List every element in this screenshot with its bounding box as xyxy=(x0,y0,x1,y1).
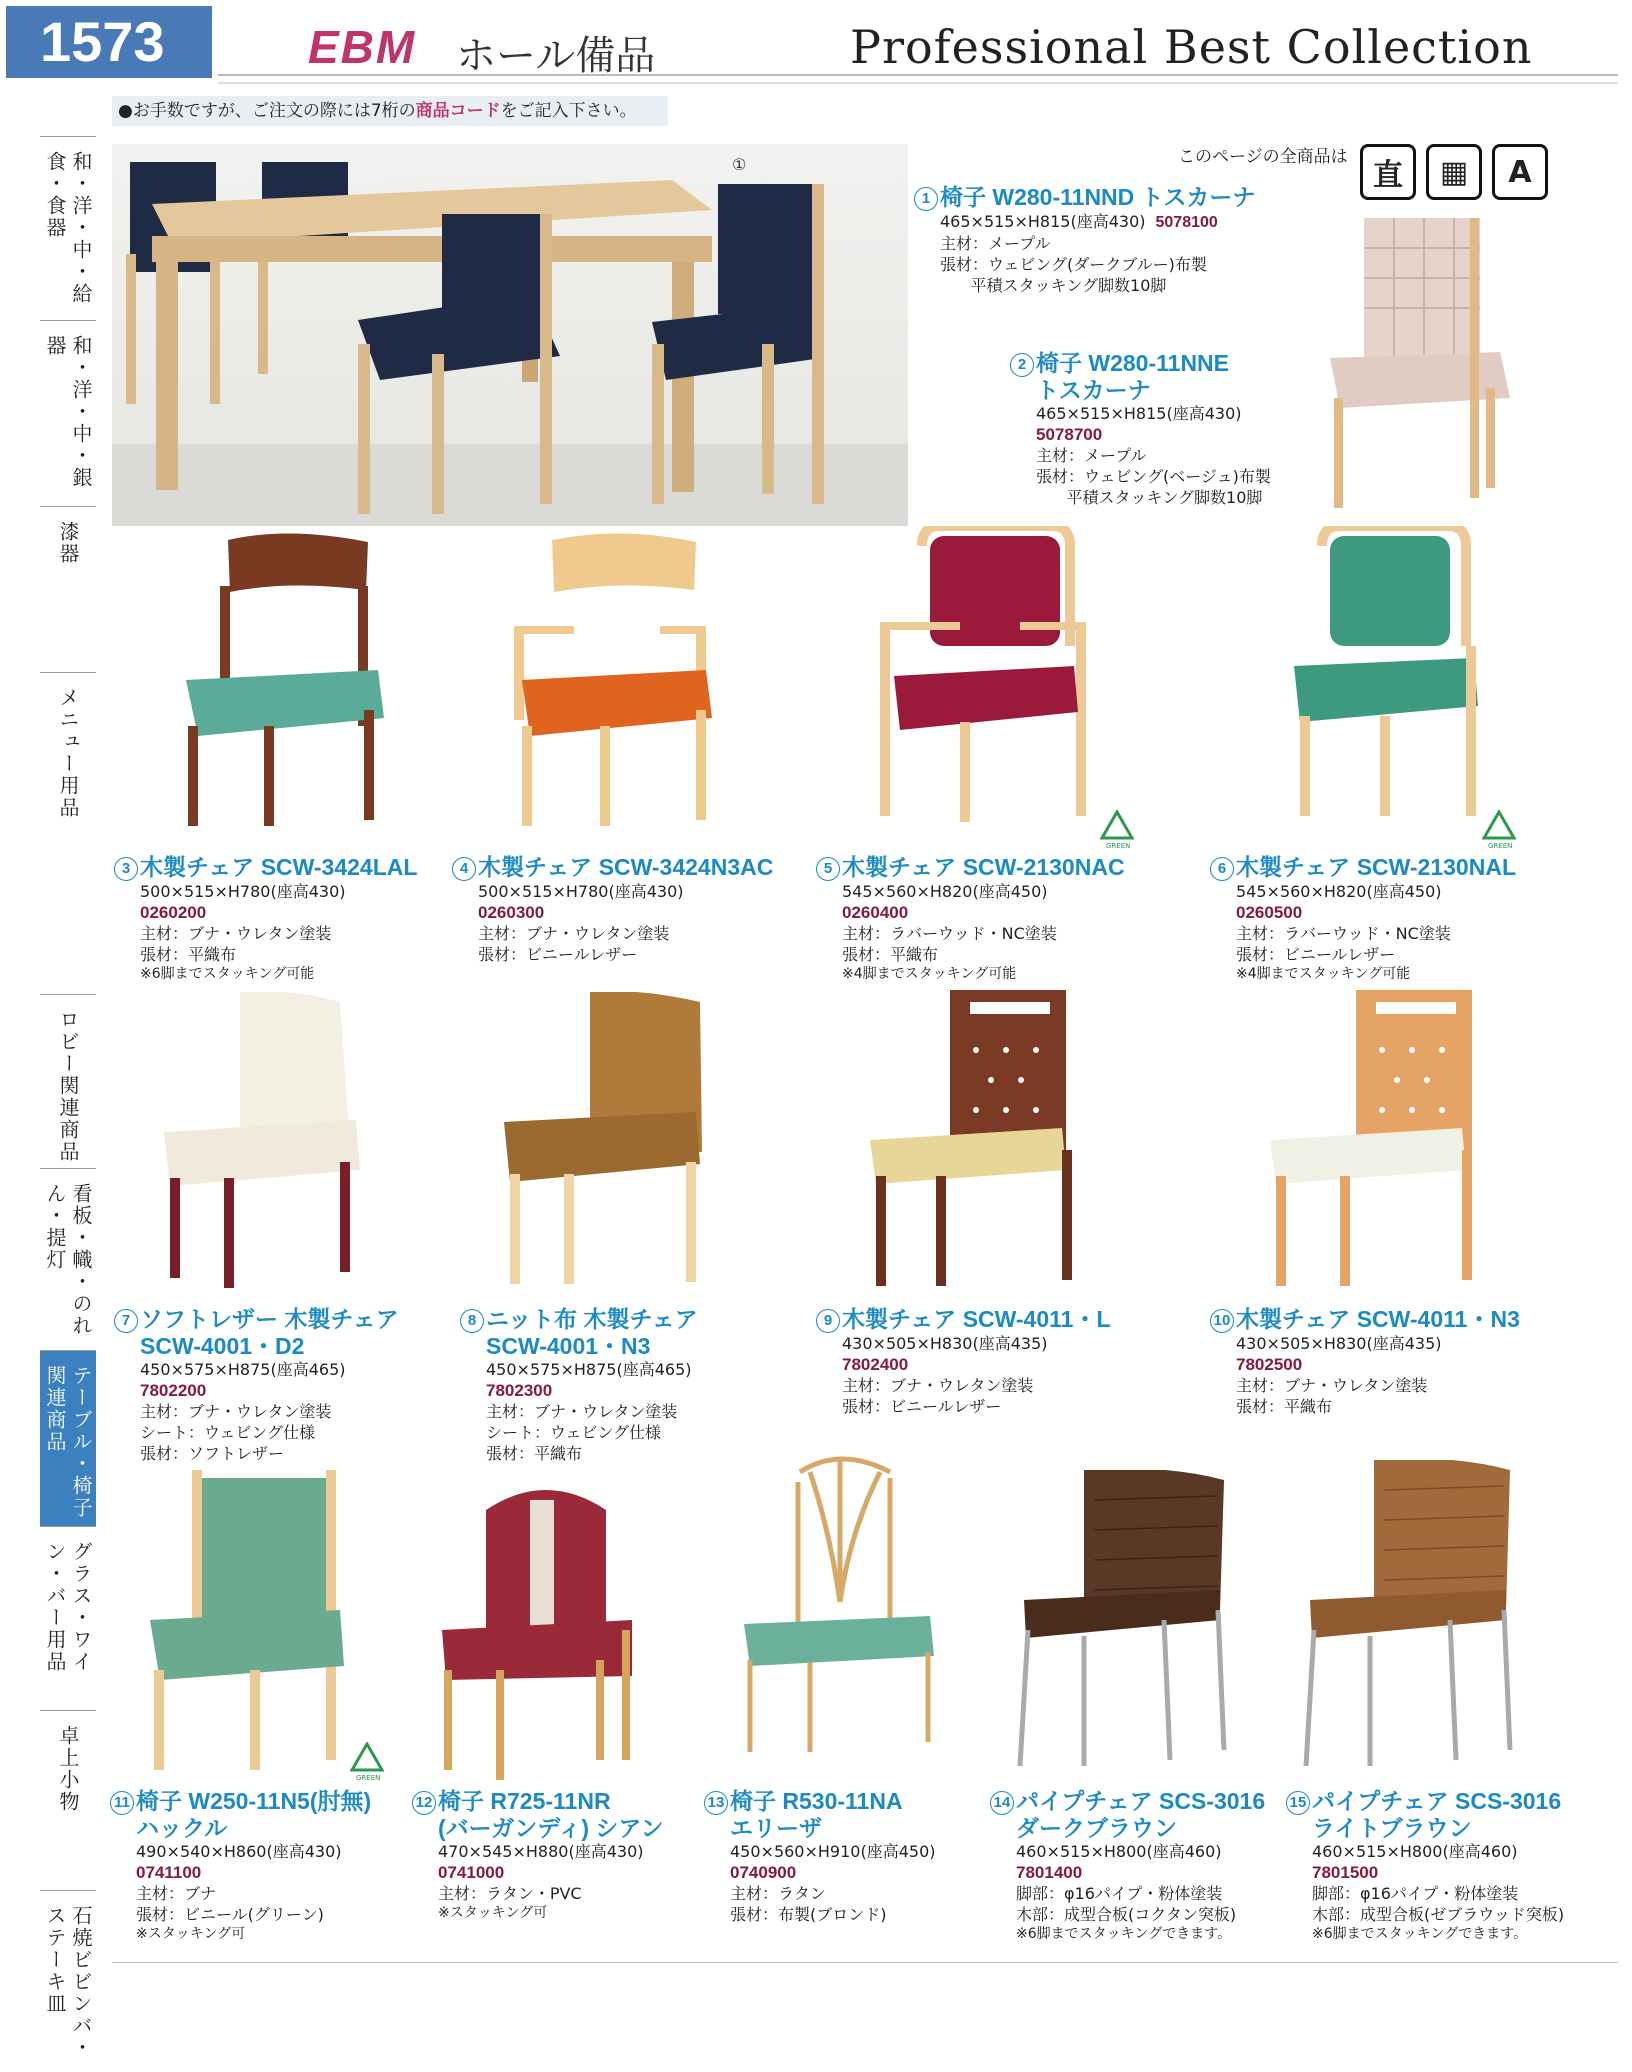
product-title-text: 椅子 R530-11NA xyxy=(730,1788,903,1814)
chair-image-11 xyxy=(140,1470,360,1774)
product-dimensions xyxy=(914,211,1255,233)
product-dimensions xyxy=(1286,1841,1564,1862)
product-spec: 張材：ビニールレザー xyxy=(478,945,638,964)
product-code: 0741100 xyxy=(136,1863,202,1882)
product-spec: 張材：ウェビング(ベージュ)布製 xyxy=(1036,467,1271,486)
product-dimensions-text: 450×575×H875(座高465) xyxy=(140,1360,346,1379)
product-title-text: 木製チェア SCW-4011・N3 xyxy=(1236,1306,1520,1332)
product-note: ※6脚までスタッキングできます。 xyxy=(1312,1926,1528,1942)
product-spec: 張材：平織布 xyxy=(486,1444,583,1463)
product-spec: 主材：ブナ・ウレタン塗装 xyxy=(140,924,332,943)
sidebar-tab-label: 漆器 xyxy=(56,521,80,565)
product-spec: 木部：成型合板(コクタン突板) xyxy=(1016,1905,1237,1924)
product-title-text: トスカーナ xyxy=(1036,377,1151,403)
product-spec: 主材：ブナ・ウレタン塗装 xyxy=(1236,1376,1428,1395)
chair-image-7 xyxy=(160,992,380,1296)
product-title xyxy=(914,184,1255,211)
product-note: ※4脚までスタッキング可能 xyxy=(1236,966,1411,982)
product-7 xyxy=(114,1306,399,1464)
product-spec: 張材：ビニールレザー xyxy=(842,1397,1002,1416)
product-title xyxy=(460,1333,698,1359)
product-title xyxy=(110,1815,371,1841)
product-dimensions-text: 460×515×H800(座高460) xyxy=(1312,1842,1518,1861)
product-dimensions-text: 500×515×H780(座高430) xyxy=(478,882,684,901)
chair-image-15 xyxy=(1300,1460,1520,1774)
product-title-text: 木製チェア SCW-3424N3AC xyxy=(478,854,774,880)
product-title xyxy=(1286,1788,1564,1815)
sidebar-tab-2[interactable] xyxy=(40,320,96,506)
svg-text:GREEN: GREEN xyxy=(1106,842,1131,850)
product-dimensions-text: 430×505×H830(座高435) xyxy=(842,1334,1048,1353)
product-code: 7801500 xyxy=(1312,1863,1379,1882)
product-code: 7802500 xyxy=(1236,1355,1303,1374)
sidebar-tab-6[interactable] xyxy=(40,1168,96,1350)
chair-image-5 xyxy=(870,526,1100,830)
sidebar-tab-4[interactable] xyxy=(40,672,96,994)
product-4 xyxy=(452,854,773,965)
notice-pre: ●お手数ですが、ご注文の際には7桁の xyxy=(118,101,416,121)
product-title xyxy=(114,854,417,881)
sidebar-tab-label: メニュー用品 xyxy=(56,687,80,819)
notice-bold: 商品コード xyxy=(415,101,501,121)
product-dimensions xyxy=(452,881,773,902)
product-12 xyxy=(412,1788,664,1923)
product-title xyxy=(110,1788,371,1815)
product-title xyxy=(412,1815,664,1841)
sidebar-tab-5[interactable] xyxy=(40,994,96,1168)
product-dimensions xyxy=(1210,881,1516,902)
product-dimensions xyxy=(990,1841,1265,1862)
product-dimensions xyxy=(460,1359,698,1380)
product-9 xyxy=(816,1306,1111,1417)
product-dimensions xyxy=(110,1841,371,1862)
product-title-text: 木製チェア SCW-2130NAL xyxy=(1236,854,1516,880)
sidebar-tab-label: 和・洋・中・給食・食器 xyxy=(43,151,93,305)
product-number-badge: 13 xyxy=(704,1791,728,1815)
product-number-badge: 11 xyxy=(110,1791,134,1815)
product-spec: 張材：平織布 xyxy=(140,945,237,964)
product-code: 7802400 xyxy=(842,1355,909,1374)
product-dimensions xyxy=(412,1841,664,1862)
product-number-badge: 12 xyxy=(412,1791,436,1815)
product-code: 0260400 xyxy=(842,903,909,922)
product-title-text: ハックル xyxy=(136,1815,228,1841)
product-spec: 張材：平織布 xyxy=(1236,1397,1333,1416)
product-dimensions xyxy=(114,1359,399,1380)
product-spec: 張材：ウェビング(ダークブルー)布製 xyxy=(940,255,1207,274)
product-3 xyxy=(114,854,417,984)
product-title xyxy=(1286,1815,1564,1841)
sidebar-tab-label: 和・洋・中・銀器 xyxy=(43,335,93,489)
order-notice xyxy=(112,96,668,126)
product-code: 0260200 xyxy=(140,903,207,922)
notice-post: をご記入下さい。 xyxy=(500,101,637,121)
product-code: 0260500 xyxy=(1236,903,1303,922)
sidebar-tab-label: グラス・ワイン・バー用品 xyxy=(43,1541,93,1673)
product-spec: 脚部：φ16パイプ・粉体塗装 xyxy=(1016,1884,1223,1903)
product-spec: 張材：ビニール(グリーン) xyxy=(136,1905,324,1924)
product-dimensions-text: 465×515×H815(座高430) xyxy=(940,212,1146,231)
product-code: 0260300 xyxy=(478,903,545,922)
product-number-badge: 15 xyxy=(1286,1791,1310,1815)
product-title xyxy=(452,854,773,881)
direct-delivery-icon: 直 xyxy=(1360,144,1416,200)
product-dimensions xyxy=(816,1333,1111,1354)
product-spec: シート：ウェビング仕様 xyxy=(140,1423,316,1442)
product-number-badge: 2 xyxy=(1010,353,1034,377)
product-note: ※6脚までスタッキングできます。 xyxy=(1016,1926,1232,1942)
availability-label: このページの全商品は xyxy=(1178,147,1348,167)
product-code: 7801400 xyxy=(1016,1863,1083,1882)
product-number-badge: 14 xyxy=(990,1791,1014,1815)
product-10 xyxy=(1210,1306,1520,1417)
product-note: ※4脚までスタッキング可能 xyxy=(842,966,1017,982)
category-sidebar xyxy=(40,136,96,2059)
product-spec: 主材：ブナ・ウレタン塗装 xyxy=(842,1376,1034,1395)
header-rule xyxy=(218,74,1618,84)
product-title-text: (バーガンディ) シアン xyxy=(438,1815,664,1841)
page-number: 1573 xyxy=(6,6,212,78)
product-title-text: SCW-4001・D2 xyxy=(140,1333,305,1359)
category-title: ホール備品 xyxy=(456,33,656,79)
product-title-text: 木製チェア SCW-4011・L xyxy=(842,1306,1111,1332)
product-dimensions-text: 490×540×H860(座高430) xyxy=(136,1842,342,1861)
product-title-text: 木製チェア SCW-2130NAC xyxy=(842,854,1125,880)
product-spec: 平積スタッキング脚数10脚 xyxy=(1036,488,1263,507)
product-spec: シート：ウェビング仕様 xyxy=(486,1423,662,1442)
product-title xyxy=(704,1788,936,1815)
product-title xyxy=(412,1788,664,1815)
chair-image-8 xyxy=(490,992,710,1296)
product-title-text: 椅子 W280-11NNE xyxy=(1036,350,1230,376)
product-note: ※6脚までスタッキング可能 xyxy=(140,966,315,982)
product-title-text: 木製チェア SCW-3424LAL xyxy=(140,854,418,880)
product-title xyxy=(816,1306,1111,1333)
product-spec: 張材：平織布 xyxy=(842,945,939,964)
product-title-text: パイプチェア SCS-3016 xyxy=(1312,1788,1562,1814)
product-dimensions-text: 470×545×H880(座高430) xyxy=(438,1842,644,1861)
product-title xyxy=(1010,377,1271,403)
product-spec: 主材：ラタン xyxy=(730,1884,826,1903)
dining-set-photo xyxy=(112,144,908,526)
green-mark-icon xyxy=(1482,810,1516,850)
product-11 xyxy=(110,1788,371,1944)
product-dimensions-text: 460×515×H800(座高460) xyxy=(1016,1842,1222,1861)
product-dimensions-text: 465×515×H815(座高430) xyxy=(1036,404,1242,423)
truck-icon: A xyxy=(1492,144,1548,200)
product-spec: 主材：メープル xyxy=(1036,446,1147,465)
product-spec: 主材：ラタン・PVC xyxy=(438,1884,582,1903)
product-code: 7802200 xyxy=(140,1381,207,1400)
product-dimensions xyxy=(704,1841,936,1862)
sidebar-tab-label: 卓上小物 xyxy=(56,1725,80,1813)
product-number-badge: 4 xyxy=(452,857,476,881)
chair-image-9 xyxy=(866,990,1086,1294)
product-title xyxy=(1010,350,1271,377)
product-code: 5078700 xyxy=(1036,425,1103,444)
product-title xyxy=(460,1306,698,1333)
product-code: 7802300 xyxy=(486,1381,553,1400)
sidebar-tab-label: テーブル・椅子関連商品 xyxy=(43,1365,93,1519)
product-number-badge: 9 xyxy=(816,1309,840,1333)
sidebar-tab-8[interactable] xyxy=(40,1526,96,1710)
product-title xyxy=(114,1306,399,1333)
sidebar-tab-10[interactable] xyxy=(40,1890,96,2072)
footer-rule xyxy=(112,1962,1618,1963)
product-6 xyxy=(1210,854,1516,984)
chair-back-mid xyxy=(258,162,348,374)
product-1 xyxy=(914,184,1255,296)
product-spec: 張材：ソフトレザー xyxy=(140,1444,285,1463)
product-title-text: ライトブラウン xyxy=(1312,1815,1472,1841)
sidebar-tab-label: 看板・幟・のれん・提灯 xyxy=(43,1183,93,1337)
svg-text:GREEN: GREEN xyxy=(1488,842,1513,850)
product-dimensions xyxy=(1210,1333,1520,1354)
product-spec: 主材：ブナ・ウレタン塗装 xyxy=(140,1402,332,1421)
product-code: 5078100 xyxy=(1155,214,1218,231)
green-mark-icon xyxy=(1100,810,1134,850)
sidebar-tab-label: ロビー関連商品 xyxy=(56,1009,80,1163)
product-title xyxy=(990,1815,1265,1841)
product-spec: 主材：ブナ・ウレタン塗装 xyxy=(478,924,670,943)
product-spec: 脚部：φ16パイプ・粉体塗装 xyxy=(1312,1884,1519,1903)
product-spec: 張材：ビニールレザー xyxy=(1236,945,1396,964)
svg-text:①: ① xyxy=(732,155,747,174)
product-2 xyxy=(1010,350,1271,508)
product-dimensions-text: 450×575×H875(座高465) xyxy=(486,1360,692,1379)
product-spec: 平積スタッキング脚数10脚 xyxy=(940,276,1167,295)
collection-title: Professional Best Collection xyxy=(850,20,1533,74)
product-title-text: パイプチェア SCS-3016 xyxy=(1016,1788,1266,1814)
product-title xyxy=(114,1333,399,1359)
product-title-text: ニット布 木製チェア xyxy=(486,1306,698,1332)
product-spec: 主材：ブナ・ウレタン塗装 xyxy=(486,1402,678,1421)
product-spec: 主材：ラバーウッド・NC塗装 xyxy=(842,924,1057,943)
product-title xyxy=(1210,1306,1520,1333)
product-number-badge: 6 xyxy=(1210,857,1234,881)
product-title-text: SCW-4001・N3 xyxy=(486,1333,651,1359)
product-5 xyxy=(816,854,1125,984)
chair-image-14 xyxy=(1014,1470,1234,1774)
product-number-badge: 8 xyxy=(460,1309,484,1333)
product-13 xyxy=(704,1788,936,1925)
chair-image-6 xyxy=(1270,526,1500,830)
product-note: ※スタッキング可 xyxy=(136,1926,246,1942)
sidebar-tab-1[interactable] xyxy=(40,136,96,320)
building-icon: ▦ xyxy=(1426,144,1482,200)
product-dimensions-text: 500×515×H780(座高430) xyxy=(140,882,346,901)
product-number-badge: 5 xyxy=(816,857,840,881)
chair-image-12 xyxy=(436,1480,636,1784)
brand-logo: EBM xyxy=(308,21,417,73)
product-title xyxy=(704,1815,936,1841)
product-code: 0740900 xyxy=(730,1863,797,1882)
product-spec: 主材：メープル xyxy=(940,234,1051,253)
product-title xyxy=(990,1788,1265,1815)
product-spec: 張材：布製(ブロンド) xyxy=(730,1905,887,1924)
product-spec: 主材：ラバーウッド・NC塗装 xyxy=(1236,924,1451,943)
product-dimensions-text: 430×505×H830(座高435) xyxy=(1236,1334,1442,1353)
product-title-text: ダークブラウン xyxy=(1016,1815,1177,1841)
chair-image-4 xyxy=(500,530,730,834)
sidebar-tab-label: 石焼ビビンバ・ステーキ皿 xyxy=(43,1905,93,2059)
product-note: ※スタッキング可 xyxy=(438,1905,548,1921)
product-title-text: 椅子 W280-11NND トスカーナ xyxy=(940,184,1256,210)
product-spec: 主材：ブナ xyxy=(136,1884,217,1903)
product-dimensions-text: 545×560×H820(座高450) xyxy=(842,882,1048,901)
product-dimensions xyxy=(816,881,1125,902)
product-dimensions-text: 545×560×H820(座高450) xyxy=(1236,882,1442,901)
chair-image-10 xyxy=(1256,990,1476,1294)
product-title xyxy=(1210,854,1516,881)
product-title-text: 椅子 R725-11NR xyxy=(438,1788,611,1814)
product-number-badge: 10 xyxy=(1210,1309,1234,1333)
product-code: 0741000 xyxy=(438,1863,505,1882)
product-dimensions xyxy=(114,881,417,902)
product-8 xyxy=(460,1306,698,1464)
chair-image-13 xyxy=(740,1452,940,1766)
product-title-text: ソフトレザー 木製チェア xyxy=(140,1306,399,1332)
product-dimensions xyxy=(1010,403,1271,424)
product-spec: 木部：成型合板(ゼブラウッド突板) xyxy=(1312,1905,1565,1924)
product-number-badge: 1 xyxy=(914,187,938,211)
product-number-badge: 7 xyxy=(114,1309,138,1333)
sidebar-tab-7[interactable] xyxy=(40,1350,96,1526)
chair-image-3 xyxy=(168,530,398,834)
chair-image-2 xyxy=(1320,218,1520,512)
sidebar-tab-9[interactable] xyxy=(40,1710,96,1890)
product-dimensions-text: 450×560×H910(座高450) xyxy=(730,1842,936,1861)
product-title xyxy=(816,854,1125,881)
svg-text:GREEN: GREEN xyxy=(356,1774,381,1782)
product-title-text: 椅子 W250-11N5(肘無) xyxy=(136,1788,372,1814)
product-15 xyxy=(1286,1788,1564,1944)
sidebar-tab-3[interactable] xyxy=(40,506,96,672)
product-14 xyxy=(990,1788,1265,1944)
product-number-badge: 3 xyxy=(114,857,138,881)
product-title-text: エリーザ xyxy=(730,1815,822,1841)
